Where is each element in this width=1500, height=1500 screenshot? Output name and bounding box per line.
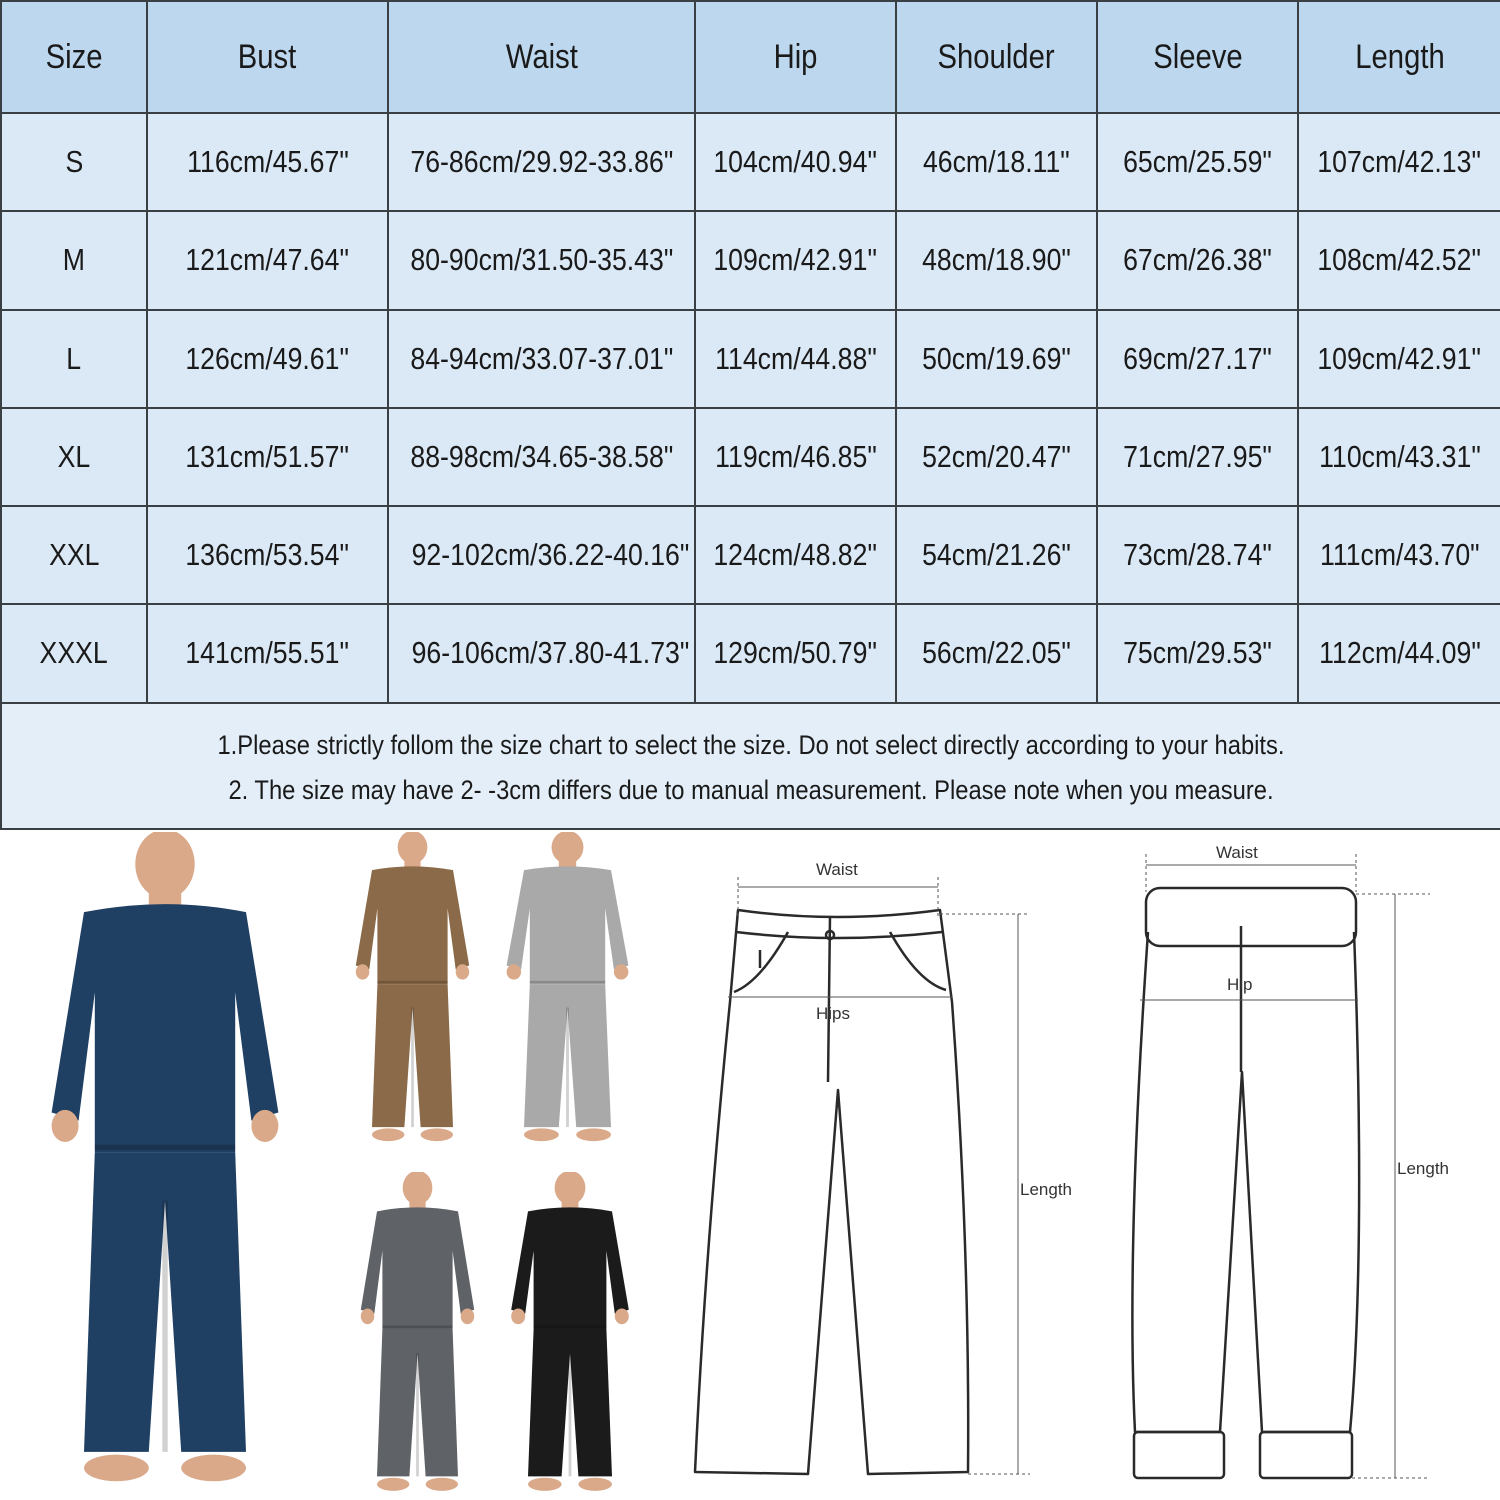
header-length: Length xyxy=(1298,1,1500,113)
left-length-label: Length xyxy=(1020,1180,1072,1199)
cell-hip: 119cm/46.85" xyxy=(695,408,896,506)
cell-shoulder: 46cm/18.11" xyxy=(896,113,1097,211)
table-header-row xyxy=(1,1,1500,113)
header-sleeve: Sleeve xyxy=(1097,1,1298,113)
table-row xyxy=(1,604,1500,702)
cell-hip: 109cm/42.91" xyxy=(695,211,896,309)
cell-shoulder: 56cm/22.05" xyxy=(896,604,1097,702)
cell-length: 108cm/42.52" xyxy=(1298,211,1500,309)
cell-shoulder: 50cm/19.69" xyxy=(896,310,1097,408)
cell-waist: 96-106cm/37.80-41.73" xyxy=(388,604,695,702)
cell-size: L xyxy=(1,310,147,408)
cell-sleeve: 67cm/26.38" xyxy=(1097,211,1298,309)
model-dark-gray-image xyxy=(350,1172,485,1500)
model-navy-image xyxy=(30,832,300,1500)
cell-length: 112cm/44.09" xyxy=(1298,604,1500,702)
cell-shoulder: 48cm/18.90" xyxy=(896,211,1097,309)
cell-sleeve: 71cm/27.95" xyxy=(1097,408,1298,506)
cell-sleeve: 73cm/28.74" xyxy=(1097,506,1298,604)
model-light-gray-image xyxy=(495,832,640,1150)
cell-bust: 131cm/51.57" xyxy=(147,408,388,506)
cell-length: 110cm/43.31" xyxy=(1298,408,1500,506)
header-shoulder: Shoulder xyxy=(896,1,1097,113)
table-row xyxy=(1,211,1500,309)
cell-size: S xyxy=(1,113,147,211)
cell-length: 111cm/43.70" xyxy=(1298,506,1500,604)
cell-length: 107cm/42.13" xyxy=(1298,113,1500,211)
table-row xyxy=(1,506,1500,604)
header-hip: Hip xyxy=(695,1,896,113)
cell-shoulder: 54cm/21.26" xyxy=(896,506,1097,604)
left-waist-label: Waist xyxy=(816,860,858,879)
cell-hip: 129cm/50.79" xyxy=(695,604,896,702)
size-note-2: 2. The size may have 2- -3cm differs due to manual measurement. Please note when you measure. xyxy=(228,774,1274,805)
size-notes xyxy=(1,703,1500,829)
product-photos xyxy=(0,832,690,1500)
cell-waist: 84-94cm/33.07-37.01" xyxy=(388,310,695,408)
cell-sleeve: 69cm/27.17" xyxy=(1097,310,1298,408)
cell-size: XXL xyxy=(1,506,147,604)
cell-bust: 121cm/47.64" xyxy=(147,211,388,309)
cell-length: 109cm/42.91" xyxy=(1298,310,1500,408)
notes-row xyxy=(1,703,1500,829)
right-length-label: Length xyxy=(1397,1159,1449,1178)
pants-diagrams-svg xyxy=(690,832,1500,1500)
cell-sleeve: 65cm/25.59" xyxy=(1097,113,1298,211)
cell-hip: 114cm/44.88" xyxy=(695,310,896,408)
cell-size: XXXL xyxy=(1,604,147,702)
header-size: Size xyxy=(1,1,147,113)
cell-bust: 136cm/53.54" xyxy=(147,506,388,604)
cell-bust: 116cm/45.67" xyxy=(147,113,388,211)
table-row xyxy=(1,408,1500,506)
header-bust: Bust xyxy=(147,1,388,113)
left-hips-label: Hips xyxy=(816,1004,851,1023)
table-row xyxy=(1,113,1500,211)
cell-waist: 80-90cm/31.50-35.43" xyxy=(388,211,695,309)
cell-sleeve: 75cm/29.53" xyxy=(1097,604,1298,702)
cell-waist: 76-86cm/29.92-33.86" xyxy=(388,113,695,211)
pants-measurement-diagrams xyxy=(690,832,1500,1500)
straight-pants-diagram xyxy=(695,910,968,1474)
cell-bust: 126cm/49.61" xyxy=(147,310,388,408)
size-note-1: 1.Please strictly follom the size chart to select the size. Do not select directly according to your habits. xyxy=(217,729,1285,760)
model-black-image xyxy=(500,1172,640,1500)
cell-shoulder: 52cm/20.47" xyxy=(896,408,1097,506)
cell-size: XL xyxy=(1,408,147,506)
header-waist: Waist xyxy=(388,1,695,113)
cell-waist: 88-98cm/34.65-38.58" xyxy=(388,408,695,506)
cell-waist: 92-102cm/36.22-40.16" xyxy=(388,506,695,604)
model-brown-image xyxy=(345,832,480,1150)
right-hip-label: Hip xyxy=(1227,975,1253,994)
table-row xyxy=(1,310,1500,408)
right-waist-label: Waist xyxy=(1216,843,1258,862)
cell-hip: 104cm/40.94" xyxy=(695,113,896,211)
cell-bust: 141cm/55.51" xyxy=(147,604,388,702)
cell-hip: 124cm/48.82" xyxy=(695,506,896,604)
cell-size: M xyxy=(1,211,147,309)
